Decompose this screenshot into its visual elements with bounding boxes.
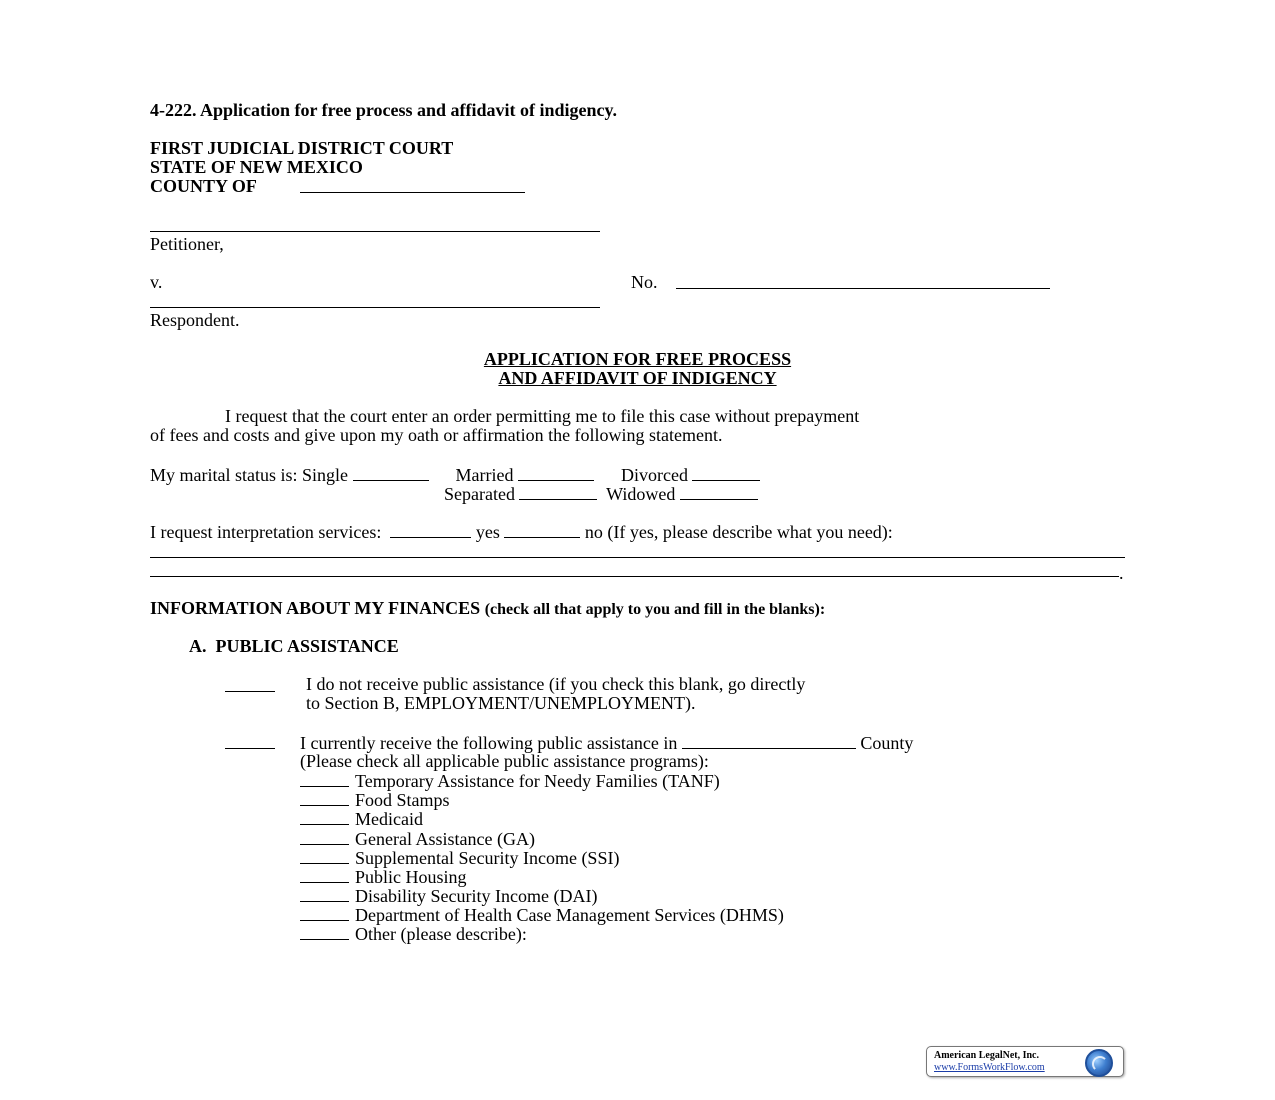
program-item: Disability Security Income (DAI) — [300, 886, 597, 905]
divorced-blank[interactable] — [692, 465, 760, 481]
county-field[interactable] — [300, 192, 525, 193]
program-checkbox[interactable] — [300, 905, 349, 921]
program-checkbox[interactable] — [300, 867, 349, 883]
globe-icon — [1085, 1049, 1113, 1077]
separated-blank[interactable] — [519, 484, 597, 500]
petitioner-label: Petitioner, — [150, 234, 224, 254]
interpretation-no-blank[interactable] — [504, 522, 580, 538]
program-item: Temporary Assistance for Needy Families (TANF) — [300, 771, 720, 790]
document-title-line2: AND AFFIDAVIT OF INDIGENCY — [498, 368, 777, 388]
respondent-field[interactable] — [150, 307, 600, 308]
program-checkbox[interactable] — [300, 848, 349, 864]
program-checkbox[interactable] — [300, 886, 349, 902]
interpretation-period: . — [1119, 563, 1124, 583]
program-checkbox[interactable] — [300, 809, 349, 825]
receives-public-assistance-text2: (Please check all applicable public assistance programs): — [300, 751, 709, 771]
form-title: 4-222. Application for free process and affidavit of indigency. — [150, 100, 618, 120]
program-item: Department of Health Case Management Services (DHMS) — [300, 905, 784, 924]
no-public-assistance-checkbox[interactable] — [225, 691, 275, 692]
logo-company-name: American LegalNet, Inc. — [934, 1050, 1039, 1061]
interpretation-row: I request interpretation services: yes no (If yes, please describe what you need): — [150, 522, 893, 542]
program-item: Food Stamps — [300, 790, 450, 809]
request-text-line1: I request that the court enter an order permitting me to file this case without prepayment — [225, 406, 860, 426]
married-blank[interactable] — [518, 465, 594, 481]
program-item: Other (please describe): — [300, 924, 527, 943]
american-legalnet-logo[interactable] — [926, 1046, 1124, 1077]
program-checkbox[interactable] — [300, 829, 349, 845]
marital-status-row: My marital status is: Single Married Divorced — [150, 465, 760, 485]
logo-url-link[interactable]: www.FormsWorkFlow.com — [934, 1062, 1045, 1073]
public-assistance-heading: A. PUBLIC ASSISTANCE — [189, 636, 399, 656]
interpretation-description-line2[interactable] — [150, 576, 1119, 577]
respondent-label: Respondent. — [150, 310, 240, 330]
document-title-line1: APPLICATION FOR FREE PROCESS — [483, 349, 792, 369]
case-number-field[interactable] — [676, 288, 1050, 289]
interpretation-yes-blank[interactable] — [390, 522, 471, 538]
court-name: FIRST JUDICIAL DISTRICT COURT — [150, 138, 454, 158]
court-state: STATE OF NEW MEXICO — [150, 157, 363, 177]
receives-public-assistance-text1: I currently receive the following public assistance in County — [300, 733, 914, 753]
program-checkbox[interactable] — [300, 924, 349, 940]
county-label: COUNTY OF — [150, 176, 257, 196]
assistance-county-field[interactable] — [682, 733, 856, 749]
versus-label: v. — [150, 272, 163, 292]
petitioner-field[interactable] — [150, 231, 600, 232]
case-number-label: No. — [631, 272, 658, 292]
no-public-assistance-text2: to Section B, EMPLOYMENT/UNEMPLOYMENT). — [306, 693, 696, 713]
receives-public-assistance-checkbox[interactable] — [225, 748, 275, 749]
single-blank[interactable] — [353, 465, 429, 481]
program-item: Public Housing — [300, 867, 467, 886]
program-item: Supplemental Security Income (SSI) — [300, 848, 619, 867]
program-checkbox[interactable] — [300, 771, 349, 787]
program-checkbox[interactable] — [300, 790, 349, 806]
interpretation-description-line1[interactable] — [150, 557, 1125, 558]
finances-heading: INFORMATION ABOUT MY FINANCES (check all that apply to you and fill in the blanks): — [150, 598, 826, 618]
request-text-line2: of fees and costs and give upon my oath or affirmation the following statement. — [150, 425, 723, 445]
program-item: Medicaid — [300, 809, 423, 828]
widowed-blank[interactable] — [680, 484, 758, 500]
marital-status-row2: Separated Widowed — [444, 484, 758, 504]
program-item: General Assistance (GA) — [300, 829, 535, 848]
no-public-assistance-text1: I do not receive public assistance (if you check this blank, go directly — [306, 674, 806, 694]
